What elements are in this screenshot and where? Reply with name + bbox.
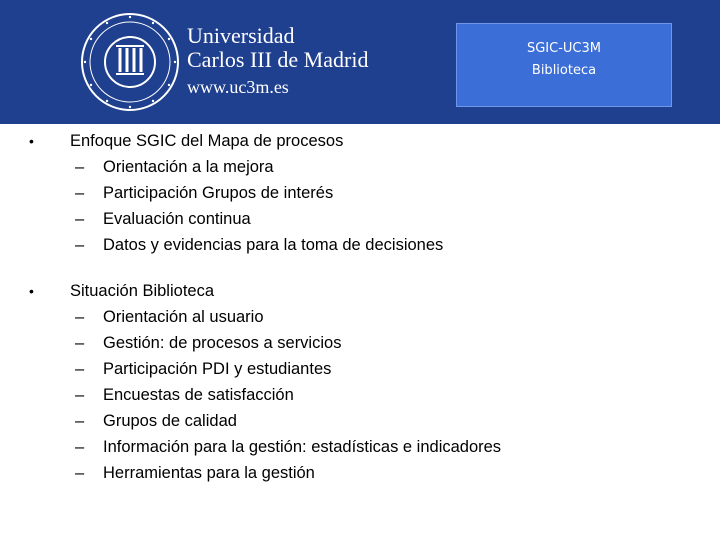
sub-item bbox=[0, 460, 720, 486]
sub-item-text: Participación Grupos de interés bbox=[103, 184, 334, 202]
sub-item-text: Grupos de calidad bbox=[103, 412, 237, 430]
sub-item-text: Participación PDI y estudiantes bbox=[103, 360, 332, 378]
university-name-block bbox=[187, 24, 368, 99]
sgic-badge bbox=[456, 23, 672, 107]
bullet-item bbox=[0, 278, 720, 304]
dash-marker: – bbox=[75, 308, 85, 326]
dash-marker: – bbox=[75, 236, 85, 254]
sub-item-text: Orientación al usuario bbox=[103, 308, 264, 326]
sub-item bbox=[0, 434, 720, 460]
dash-marker: – bbox=[75, 184, 85, 202]
sub-item-text: Orientación a la mejora bbox=[103, 158, 274, 176]
section-situacion-biblioteca bbox=[0, 278, 720, 486]
bullet-title: Enfoque SGIC del Mapa de procesos bbox=[70, 132, 344, 150]
sub-item bbox=[0, 330, 720, 356]
bullet-marker: • bbox=[29, 283, 34, 299]
sub-item-text: Gestión: de procesos a servicios bbox=[103, 334, 342, 352]
university-seal-logo bbox=[80, 12, 180, 112]
sub-item bbox=[0, 356, 720, 382]
bullet-title: Situación Biblioteca bbox=[70, 282, 215, 300]
sub-item-text: Encuestas de satisfacción bbox=[103, 386, 294, 404]
university-name-line1: Universidad bbox=[187, 23, 295, 48]
slide-content bbox=[0, 128, 720, 486]
sub-item bbox=[0, 408, 720, 434]
dash-marker: – bbox=[75, 412, 85, 430]
dash-marker: – bbox=[75, 210, 85, 228]
badge-subtitle: Biblioteca bbox=[531, 63, 597, 78]
sub-item bbox=[0, 206, 720, 232]
university-url: www.uc3m.es bbox=[187, 77, 289, 97]
header-banner bbox=[0, 0, 720, 124]
sub-item bbox=[0, 232, 720, 258]
dash-marker: – bbox=[75, 386, 85, 404]
sub-item bbox=[0, 154, 720, 180]
sub-item-text: Evaluación continua bbox=[103, 210, 251, 228]
dash-marker: – bbox=[75, 464, 85, 482]
dash-marker: – bbox=[75, 360, 85, 378]
sub-item bbox=[0, 304, 720, 330]
dash-marker: – bbox=[75, 158, 85, 176]
bullet-item bbox=[0, 128, 720, 154]
dash-marker: – bbox=[75, 438, 85, 456]
sub-item bbox=[0, 180, 720, 206]
section-enfoque bbox=[0, 128, 720, 258]
dash-marker: – bbox=[75, 334, 85, 352]
sub-item-text: Datos y evidencias para la toma de decisiones bbox=[103, 236, 444, 254]
badge-title: SGIC-UC3M bbox=[526, 41, 601, 56]
sub-item-text: Información para la gestión: estadísticas e indicadores bbox=[103, 438, 502, 456]
sub-item-text: Herramientas para la gestión bbox=[103, 464, 315, 482]
bullet-marker: • bbox=[29, 133, 34, 149]
sub-item bbox=[0, 382, 720, 408]
university-name-line2: Carlos III de Madrid bbox=[187, 47, 369, 72]
